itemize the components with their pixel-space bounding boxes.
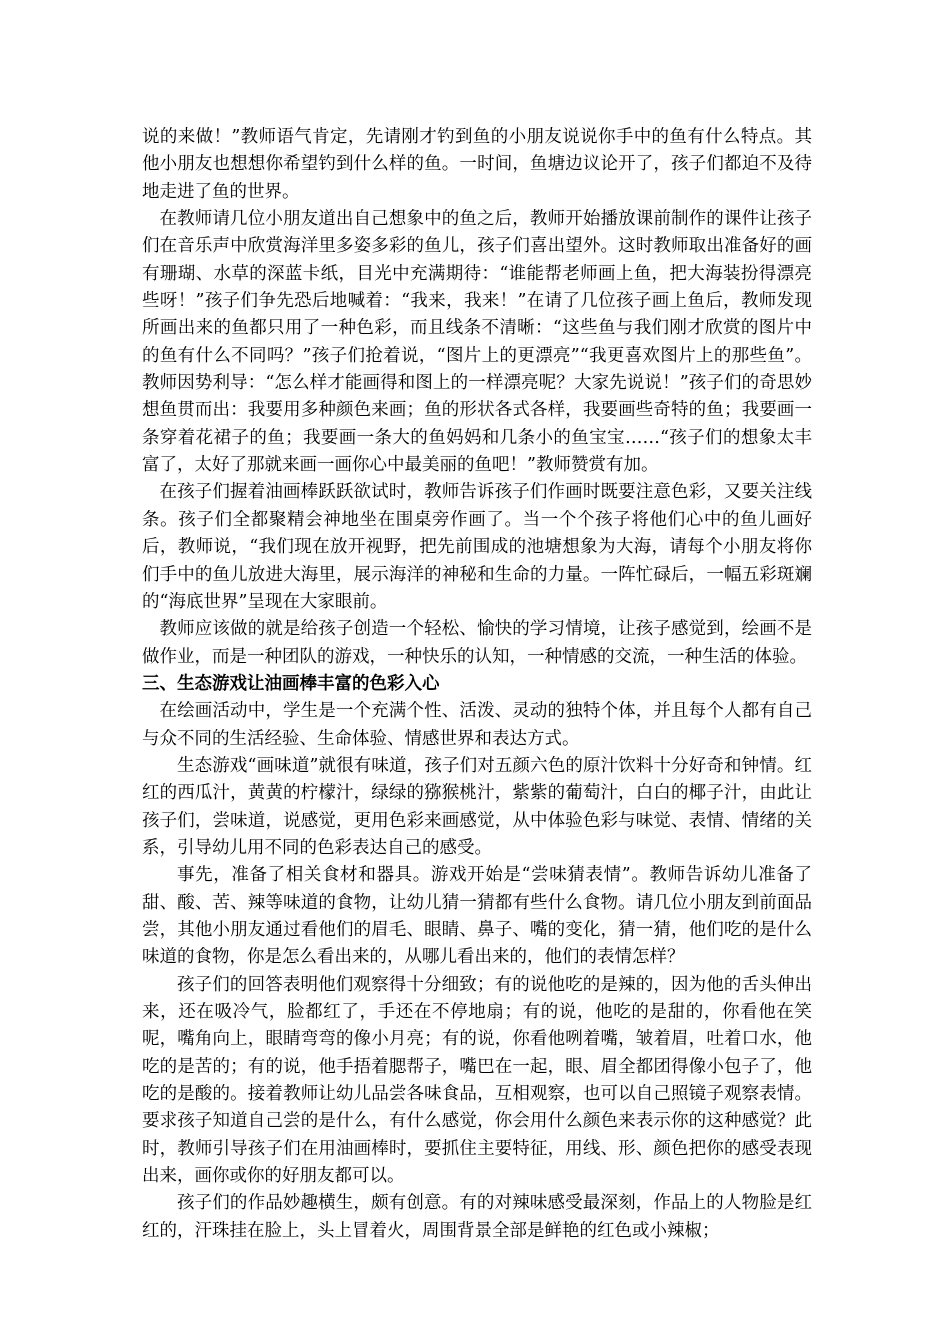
document-page: [142, 124, 812, 1245]
paragraph-preparation: 事先，准备了相关食材和器具。游戏开始是“尝味猜表情”。教师告诉幼儿准备了甜、酸、苦、辣等味道的食物，让幼儿猜一猜都有些什么食物。请几位小朋友到前面品尝，其他小朋友通过看他们的眉毛、眼睛、鼻子、嘴的变化，猜一猜，他们吃的是什么味道的食物，你是怎么看出来的，从哪儿看出来的，他们的表情怎样？: [142, 865, 812, 968]
paragraph-continuation: 说的来做！”教师语气肯定，先请刚才钓到鱼的小朋友说说你手中的鱼有什么特点。其他小朋友也想想你希望钓到什么样的鱼。一时间，鱼塘边议论开了，孩子们都迫不及待地走进了鱼的世界。: [142, 127, 812, 202]
paragraph-works: 孩子们的作品妙趣横生，颇有创意。有的对辣味感受最深刻，作品上的人物脸是红红的，汗珠挂在脸上，头上冒着火，周围背景全部是鲜艳的红色或小辣椒；: [142, 1193, 812, 1241]
paragraph-observation: 孩子们的回答表明他们观察得十分细致；有的说他吃的是辣的，因为他的舌头伸出来，还在吸冷气，脸都红了，手还在不停地扇；有的说，他吃的是甜的，你看他在笑呢，嘴角向上，眼睛弯弯的像小月亮；有的说，你看他咧着嘴，皱着眉，吐着口水，他吃的是苦的；有的说，他手捂着腮帮子，嘴巴在一起，眼、眉全都团得像小包子了，他吃的是酸的。接着教师让幼儿品尝各味食品，互相观察，也可以自己照镜子观察表情。要求孩子知道自己尝的是什么，有什么感觉，你会用什么颜色来表示你的这种感觉？此时，教师引导孩子们在用油画棒时，要抓住主要特征，用线、形、颜色把你的感受表现出来，画你或你的好朋友都可以。: [142, 974, 812, 1187]
section-heading: 三、生态游戏让油画棒丰富的色彩入心: [142, 673, 440, 694]
paragraph-crayon-drawing: 在孩子们握着油画棒跃跃欲试时，教师告诉孩子们作画时既要注意色彩，又要关注线条。孩子们全都聚精会神地坐在围桌旁作画了。当一个个孩子将他们心中的鱼儿画好后，教师说，“我们现在放开视野，把先前围成的池塘想象为大海，请每个小朋友将你们手中的鱼儿放进大海里，展示海洋的神秘和生命的力量。一阵忙碌后，一幅五彩斑斓的“海底世界”呈现在大家眼前。: [142, 482, 812, 612]
paragraph-teacher-role: 教师应该做的就是给孩子创造一个轻松、愉快的学习情境，让孩子感觉到，绘画不是做作业，而是一种团队的游戏，一种快乐的认知，一种情感的交流，一种生活的体验。: [142, 619, 812, 667]
paragraph-fish-drawing-intro: 在教师请几位小朋友道出自己想象中的鱼之后，教师开始播放课前制作的课件让孩子们在音乐声中欣赏海洋里多姿多彩的鱼儿，孩子们喜出望外。这时教师取出准备好的画有珊瑚、水草的深蓝卡纸，目光中充满期待：“谁能帮老师画上鱼，把大海装扮得漂亮些呀！”孩子们争先恐后地喊着：“我来，我来！”在请了几位孩子画上鱼后，教师发现所画出来的鱼都只用了一种色彩，而且线条不清晰：“这些鱼与我们刚才欣赏的图片中的鱼有什么不同吗？”孩子们抢着说，“图片上的更漂亮”“我更喜欢图片上的那些鱼”。教师因势利导：“怎么样才能画得和图上的一样漂亮呢？大家先说说！”孩子们的奇思妙想鱼贯而出：我要用多种颜色来画；鱼的形状各式各样，我要画些奇特的鱼；我要画一条穿着花裙子的鱼；我要画一条大的鱼妈妈和几条小的鱼宝宝……“孩子们的想象太丰富了，太好了那就来画一画你心中最美丽的鱼吧！”教师赞赏有加。: [142, 209, 812, 476]
paragraph-student-individuality: 在绘画活动中，学生是一个充满个性、活泼、灵动的独特个体，并且每个人都有自己与众不同的生活经验、生命体验、情感世界和表达方式。: [142, 701, 812, 749]
paragraph-taste-game: 生态游戏“画味道”就很有味道，孩子们对五颜六色的原汁饮料十分好奇和钟情。红红的西瓜汁，黄黄的柠檬汁，绿绿的猕猴桃汁，紫紫的葡萄汁，白白的椰子汁，由此让孩子们，尝味道，说感觉，更用色彩来画感觉，从中体验色彩与味觉、表情、情绪的关系，引导幼儿用不同的色彩表达自己的感受。: [142, 755, 812, 858]
